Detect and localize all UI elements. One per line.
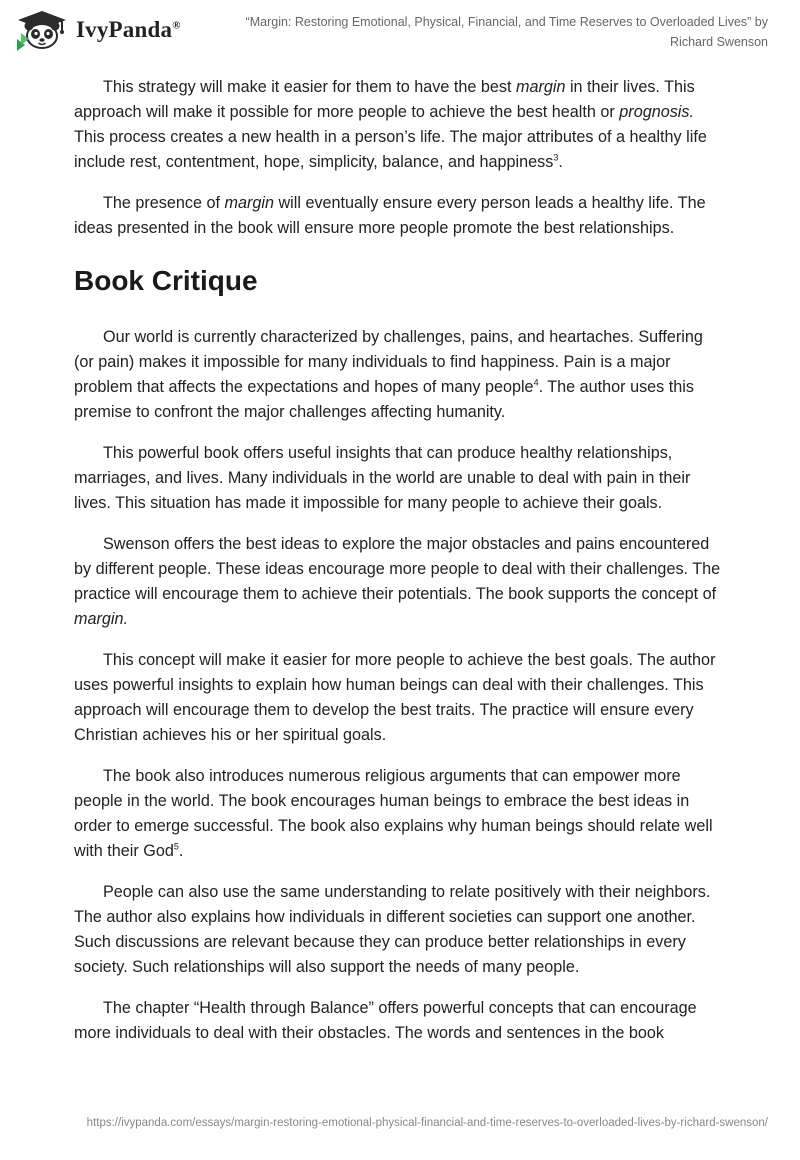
paragraphs-top (74, 75, 726, 241)
paragraph-text[interactable]: The book also introduces numerous religious arguments that can empower more people in the world. The book encourages human beings to embrace the best ideas in order to emerge successful. The book also explains why human beings should relate well with their God (74, 767, 713, 860)
body-paragraph (74, 648, 726, 748)
footnote-marker[interactable]: 5 (173, 841, 179, 852)
brand-name: IvyPanda® (76, 17, 181, 42)
ivypanda-logo[interactable] (14, 9, 181, 51)
paragraph-text[interactable]: . (558, 153, 563, 171)
body-paragraph (74, 441, 726, 516)
section-heading: Book Critique (74, 265, 258, 296)
paragraph-text[interactable]: This process creates a new health in a person’s life. The major attributes of a healthy life include rest, contentment, hope, simplicity, balance, and happiness (74, 128, 707, 171)
italic-term: margin. (74, 610, 128, 628)
body-paragraph (74, 880, 726, 980)
essay-body (74, 75, 726, 1062)
panda-graduate-icon (14, 9, 70, 51)
italic-term: margin (515, 78, 566, 96)
italic-term: margin (224, 194, 274, 212)
italic-term: prognosis. (619, 103, 694, 121)
paragraph-text[interactable]: . (178, 842, 184, 860)
source-url[interactable]: https://ivypanda.com/essays/margin-restoring-emotional-physical-financial-and-time-reserves-to-overloaded-lives-by-richard-swenson/ (86, 1117, 768, 1129)
paragraph-text[interactable]: in their lives. This approach will make it possible for more people to achieve the best health or (74, 78, 695, 121)
body-paragraph (74, 532, 726, 632)
paragraph-text[interactable]: This powerful book offers useful insights that can produce healthy relationships, marriages, and lives. Many individuals in the world are unable to deal with pain in their lives. This situation has made it impossible for many people to achieve their goals. (74, 444, 691, 512)
body-paragraph (74, 996, 726, 1046)
paragraph-text[interactable]: People can also use the same understanding to relate positively with their neighbors. The author also explains how individuals in different societies can support one another. Such discussions are relevant because they can produce better relationships in every society. Such relationships will also support the needs of many people. (74, 883, 711, 976)
paragraph-text[interactable]: The chapter “Health through Balance” offers powerful concepts that can encourage more individuals to deal with their obstacles. The words and sentences in the book (74, 999, 697, 1042)
paragraph-text[interactable]: This strategy will make it easier for them to have the best (103, 78, 516, 96)
footnote-marker[interactable]: 3 (553, 152, 559, 163)
document-title: “Margin: Restoring Emotional, Physical, Financial, and Time Reserves to Overloaded Lives” by Richard Swenson (245, 15, 768, 49)
page-header (0, 0, 800, 60)
paragraph-text[interactable]: . The author uses this premise to confront the major challenges affecting humanity. (74, 378, 694, 421)
paragraphs-bottom (74, 325, 726, 1046)
paragraph-text[interactable]: This concept will make it easier for more people to achieve the best goals. The author uses powerful insights to explain how human beings can deal with their challenges. This approach will encourage them to develop the best traits. The practice will ensure every Christian achieves his or her spiritual goals. (74, 651, 716, 744)
paragraph-text[interactable]: Our world is currently characterized by challenges, pains, and heartaches. Suffering (or pain) makes it impossible for many individuals to find happiness. Pain is a major problem that affects the expectations and hopes of many people (74, 328, 703, 396)
paragraph-text[interactable]: The presence of (103, 194, 225, 212)
body-paragraph (74, 764, 726, 864)
footnote-marker[interactable]: 4 (533, 377, 539, 388)
paragraph-text[interactable]: will eventually ensure every person leads a healthy life. The ideas presented in the book will ensure more people promote the best relationships. (74, 194, 706, 237)
paragraph-text[interactable]: Swenson offers the best ideas to explore the major obstacles and pains encountered by different people. These ideas encourage more people to deal with their challenges. The practice will encourage them to achieve their potentials. The book supports the concept of (74, 535, 721, 603)
body-paragraph (74, 325, 726, 425)
body-paragraph (74, 75, 726, 175)
body-paragraph (74, 191, 726, 241)
